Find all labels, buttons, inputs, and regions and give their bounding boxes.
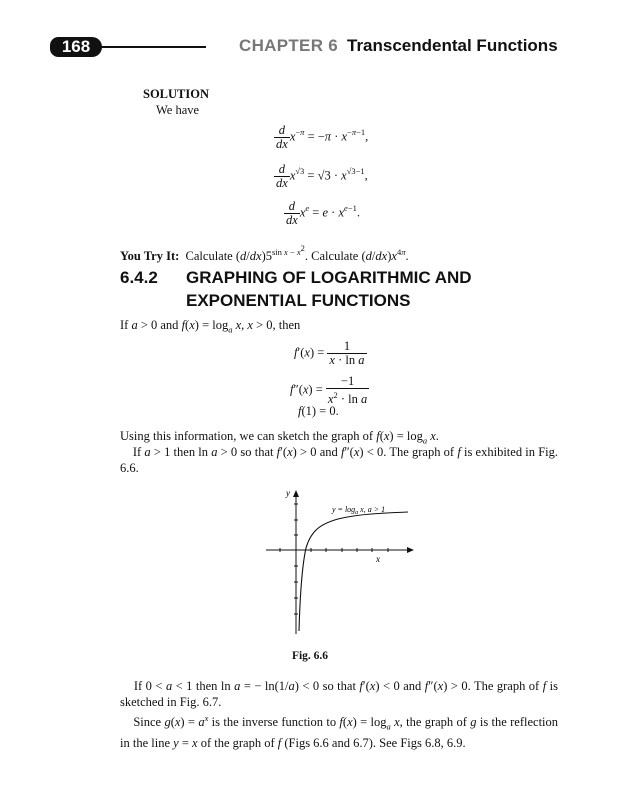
paragraph-5: Since $g(x) = a^x$ is the inverse function to $f(x) = \log_a x$, the graph of g is the reflection in the line y = x of the graph of f (Figs 6.6 and 6.7). See Figs 6.8, 6.9. (120, 713, 559, 750)
equation-f1: f(1) = 0. (298, 404, 339, 418)
equation-3: $\frac{d}{dx}$ $x^e = e \cdot x^{e-1}$. (286, 199, 360, 227)
chapter-label: CHAPTER 6 (239, 36, 339, 55)
figure-caption: Fig. 6.6 (291, 650, 329, 662)
equation-1: $\frac{d}{dx}$ $x^{-\pi} = -\pi \cdot x^{-\pi-1}$, (276, 123, 369, 151)
header-rule (96, 46, 206, 48)
section-number: 6.4.2 (120, 268, 158, 287)
page-number: 168 (61, 37, 91, 56)
paragraph-4: If 0 < a < 1 then ln a = − ln(1/a) < 0 so that f′(x) < 0 and f″(x) > 0. The graph of f is sketched in Fig. 6.7. (120, 679, 558, 709)
section-title-line2: EXPONENTIAL FUNCTIONS (186, 291, 411, 310)
y-axis-arrow (293, 490, 299, 497)
paragraph-2: Using this information, we can sketch the graph of $f(x) = \log_a x$. (120, 429, 439, 446)
paragraph-3: If a > 1 then ln a > 0 so that f′(x) > 0 and f″(x) < 0. The graph of f is exhibited in Fig. 6.6. (120, 445, 559, 475)
solution-heading: SOLUTION (143, 87, 209, 101)
paragraph-1: If a > 0 and $f(x) = \log_a x$, x > 0, then (120, 318, 301, 335)
page-number-badge (50, 37, 102, 57)
equation-fdoubleprime: f″(x) = $\frac{-1}{x^2 \cdot \ln a}$ (290, 374, 368, 407)
you-try-it: You Try It: Calculate $(d/dx)5^{sin x - x^2}$. Calculate $(d/dx)x^{4\pi}$. (120, 243, 409, 263)
curve-label: $y = \log_a x$, a > 1 (332, 505, 386, 516)
x-axis-arrow (407, 547, 414, 553)
x-axis-label: x (376, 554, 380, 564)
equation-fprime: f′(x) = $\frac{1}{\text{x · ln a}}$ (294, 339, 365, 367)
figure-6-6 (258, 486, 422, 636)
y-axis-label: y (286, 488, 290, 498)
section-title-line1: GRAPHING OF LOGARITHMIC AND (186, 268, 472, 287)
chapter-title: Transcendental Functions (347, 36, 558, 55)
equation-2: $\frac{d}{dx}$ $x^{√3} = √3 \cdot x^{√3-1}$, (276, 162, 368, 190)
log-curve (299, 512, 408, 631)
you-try-it-label: You Try It (120, 248, 176, 263)
solution-intro: We have (156, 103, 200, 117)
